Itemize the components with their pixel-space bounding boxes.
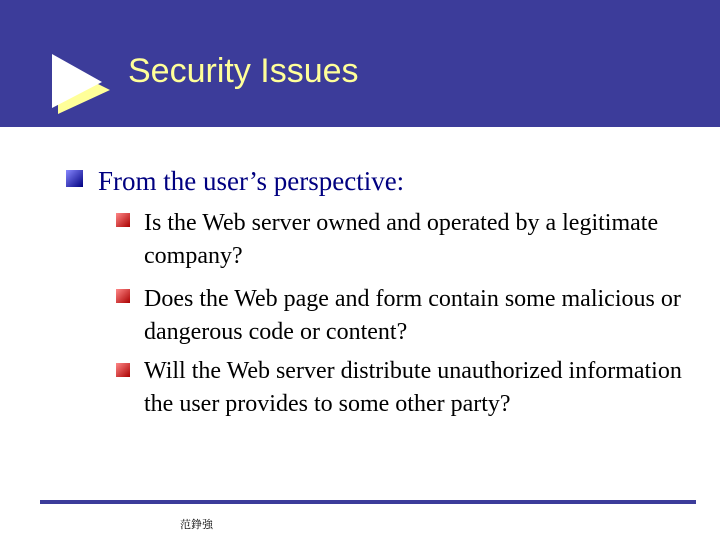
sub-bullet-text: Will the Web server distribute unauthorized information the user provides to some other party?	[144, 358, 682, 417]
play-arrow-icon	[48, 50, 110, 114]
footer-divider	[40, 500, 696, 504]
square-bullet-icon	[116, 213, 130, 227]
sub-bullet-text: Does the Web page and form contain some malicious or dangerous code or content?	[144, 286, 681, 345]
footer-author: 范錚強	[180, 518, 213, 531]
square-bullet-icon	[116, 289, 130, 303]
sub-bullet-text: Is the Web server owned and operated by a legitimate company?	[144, 210, 659, 269]
heading-bullet-text: From the user’s perspective:	[98, 166, 405, 196]
slide-title: Security Issues	[128, 52, 359, 90]
title-bar	[0, 0, 720, 127]
square-bullet-icon	[66, 170, 83, 187]
square-bullet-icon	[116, 363, 130, 377]
